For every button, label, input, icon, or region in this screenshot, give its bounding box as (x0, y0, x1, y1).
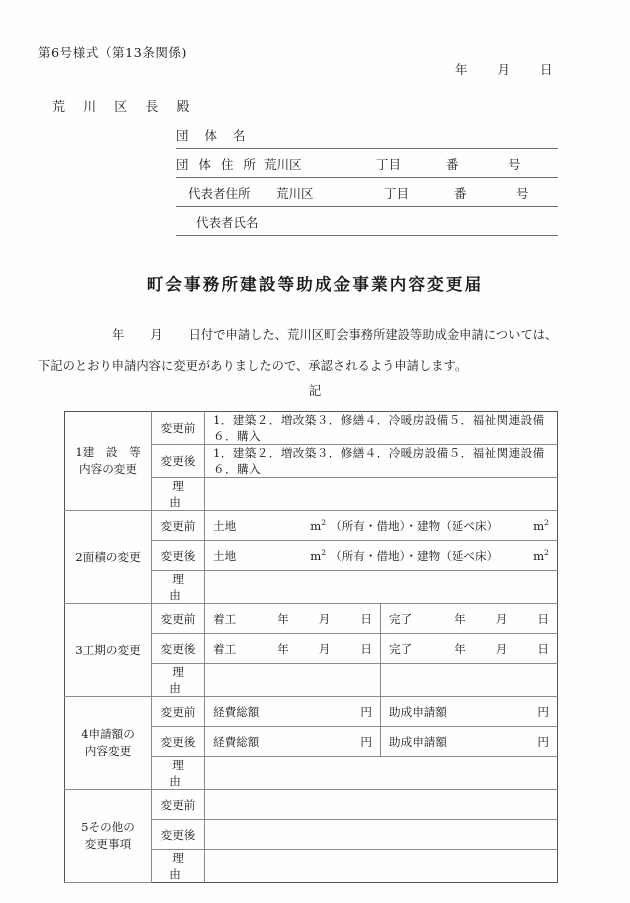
label-rep-address: 代表者住所 (188, 186, 251, 201)
kind-before-4: 変更前 (152, 697, 205, 727)
section-2-before-unit2: $m^2$ (533, 518, 549, 533)
section-5-name-line2: 変更事項 (84, 837, 132, 851)
rep-address-gou: 号 (516, 186, 529, 201)
kind-after-4: 変更後 (152, 727, 205, 757)
section-1-before-options: 1．建築２．増改築３．修繕４．冷暖房設備５．福祉関連設備６．購入 (213, 413, 545, 443)
section-2-before-value (205, 511, 558, 541)
applicant-row-rep-name (176, 207, 558, 236)
change-details-table (64, 411, 558, 883)
table-row (65, 412, 558, 445)
section-4-reason-value[interactable] (205, 757, 558, 790)
kind-reason-5: 理 由 (152, 850, 205, 883)
kind-before-1: 変更前 (152, 412, 205, 445)
body-paragraph-line2: 下記のとおり申請内容に変更がありましたので、承認されるよう申請します。 (38, 359, 468, 373)
ki-marker: 記 (308, 383, 322, 398)
applicant-row-group-name (176, 120, 558, 149)
section-3-after-end-label: 完了 (389, 641, 413, 656)
section-3-name: 3工期の変更 (75, 642, 141, 657)
group-address-chome: 丁目 (376, 157, 402, 172)
section-4-after-grant-label: 助成申請額 (389, 734, 447, 749)
apply-date-rest: 日付で申請した、荒川区町会事務所建設等助成金申請については、 (188, 328, 558, 342)
kind-before-5: 変更前 (152, 790, 205, 820)
header-date-year: 年 (455, 62, 468, 77)
kind-after-1: 変更後 (152, 445, 205, 478)
apply-date-month: 月 (150, 328, 163, 342)
section-2-after-ownership: （所有・借地）・建物（延べ床） (330, 548, 499, 563)
section-5-before-value[interactable] (205, 790, 558, 820)
section-3-before-end-label: 完了 (389, 611, 413, 626)
table-row (65, 697, 558, 727)
kind-before-3: 変更前 (152, 604, 205, 634)
header-date-day: 日 (540, 62, 553, 77)
table-row (65, 604, 558, 634)
section-2-after-land: 土地 (213, 548, 237, 563)
kind-reason-1: 理 由 (152, 478, 205, 511)
table-row (65, 511, 558, 541)
section-3-after-start-label: 着工 (213, 641, 237, 656)
section-4-before-total-label: 経費総額 (213, 704, 260, 719)
section-2-after-value (205, 541, 558, 571)
section-3-before-end-date: 年 月 日 (454, 611, 549, 626)
section-label-4 (65, 697, 152, 790)
section-1-reason-value[interactable] (205, 478, 558, 511)
section-1-name-line1: 1建 設 等 (75, 445, 141, 460)
kind-reason-4: 理 由 (152, 757, 205, 790)
section-4-name-line1: 4申請額の (81, 727, 135, 742)
addressee: 荒 川 区 長 殿 (52, 100, 197, 115)
kind-after-5: 変更後 (152, 820, 205, 850)
section-3-after-start-date: 年 月 日 (277, 641, 372, 656)
section-1-after-value (205, 445, 558, 478)
section-1-before-value (205, 412, 558, 445)
applicant-block (176, 120, 558, 236)
section-5-name-line1: 5その他の (81, 820, 135, 835)
section-label-1 (65, 412, 152, 511)
section-2-before-ownership: （所有・借地）・建物（延べ床） (330, 518, 499, 533)
section-3-reason-value[interactable] (205, 664, 558, 697)
section-label-2 (65, 511, 152, 604)
section-4-before-grant-label: 助成申請額 (389, 704, 447, 719)
rep-address-ban: 番 (454, 186, 467, 201)
section-2-after-unit1: $m^2$ (310, 548, 327, 563)
body-paragraph-line1 (38, 325, 557, 343)
section-4-after-total-unit: 円 (360, 734, 372, 749)
label-group-address: 団 体 住 所 (176, 157, 259, 172)
rep-address-chome: 丁目 (384, 186, 410, 201)
apply-date-year: 年 (112, 328, 125, 342)
section-1-name-line2: 内容の変更 (79, 462, 137, 476)
form-number: 第6号様式（第13条関係) (38, 45, 188, 60)
section-2-before-unit1: $m^2$ (310, 518, 327, 533)
section-4-before-total-unit: 円 (360, 704, 372, 719)
table-row (65, 790, 558, 820)
rep-address-ward: 荒川区 (276, 186, 314, 201)
group-address-ban: 番 (446, 157, 459, 172)
section-3-after-end-date: 年 月 日 (454, 641, 549, 656)
section-4-after-grant-unit: 円 (537, 734, 549, 749)
kind-before-2: 変更前 (152, 511, 205, 541)
section-5-reason-value[interactable] (205, 850, 558, 883)
section-2-reason-value[interactable] (205, 571, 558, 604)
group-address-ward: 荒川区 (264, 157, 302, 172)
section-3-before-start-date: 年 月 日 (277, 611, 372, 626)
section-4-before-grant-unit: 円 (537, 704, 549, 719)
kind-reason-2: 理 由 (152, 571, 205, 604)
applicant-row-group-address (176, 149, 558, 178)
section-2-before-land: 土地 (213, 518, 237, 533)
kind-after-2: 変更後 (152, 541, 205, 571)
label-group-name: 団 体 名 (176, 128, 252, 143)
section-2-after-unit2: $m^2$ (533, 548, 549, 563)
section-3-before-start-label: 着工 (213, 611, 237, 626)
section-4-before-value (205, 697, 558, 727)
section-label-3 (65, 604, 152, 697)
applicant-row-rep-address (176, 178, 558, 207)
section-2-name: 2面積の変更 (75, 549, 141, 564)
header-date-line (455, 60, 553, 78)
section-3-after-value (205, 634, 558, 664)
section-label-5 (65, 790, 152, 883)
header-date-month: 月 (497, 62, 511, 77)
section-5-after-value[interactable] (205, 820, 558, 850)
label-rep-name: 代表者氏名 (196, 215, 259, 230)
kind-after-3: 変更後 (152, 634, 205, 664)
kind-reason-3: 理 由 (152, 664, 205, 697)
section-4-name-line2: 内容変更 (84, 744, 132, 758)
section-1-after-options: 1．建築２．増改築３．修繕４．冷暖房設備５．福祉関連設備６．購入 (213, 446, 545, 476)
section-4-after-total-label: 経費総額 (213, 734, 260, 749)
section-4-after-value (205, 727, 558, 757)
page-title: 町会事務所建設等助成金事業内容変更届 (146, 275, 484, 294)
group-address-gou: 号 (508, 157, 521, 172)
section-3-before-value (205, 604, 558, 634)
